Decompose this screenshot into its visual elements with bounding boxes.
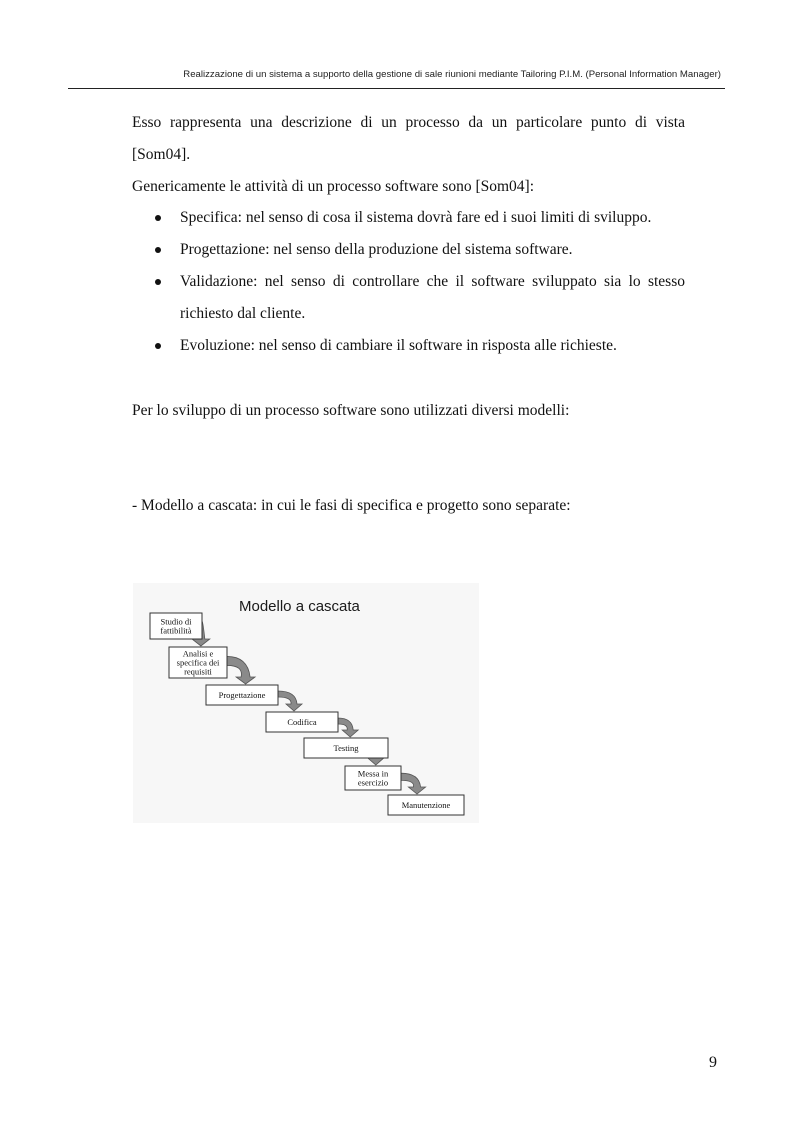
- flow-arrow-icon: [227, 656, 255, 684]
- activity-list: [132, 202, 685, 362]
- flow-arrow-icon: [278, 691, 302, 711]
- page-number: 9: [709, 1054, 717, 1071]
- header-rule: [68, 88, 725, 89]
- running-header: Realizzazione di un sistema a supporto della gestione di sale riunioni mediante Tailoring P.I.M. (Personal Information Manager): [183, 69, 721, 80]
- waterfall-diagram-svg: [133, 583, 479, 823]
- phase-label: fattibilità: [160, 625, 192, 636]
- bullet-icon: [155, 247, 161, 253]
- phase-label: Studio di: [160, 616, 192, 627]
- activity-text: Validazione: nel senso di controllare che il software sviluppato sia lo stesso richiesto dal cliente.: [180, 273, 685, 322]
- paragraph-activities: Genericamente le attività di un processo software sono [Som04]:: [132, 178, 535, 195]
- activity-item-progettazione: [132, 234, 685, 266]
- bullet-icon: [155, 215, 161, 221]
- activity-text: Specifica: nel senso di cosa il sistema dovrà fare ed i suoi limiti di sviluppo.: [180, 209, 652, 226]
- activity-text: Evoluzione: nel senso di cambiare il software in risposta alle richieste.: [180, 337, 617, 354]
- waterfall-diagram: [133, 583, 479, 823]
- activity-text: Progettazione: nel senso della produzione del sistema software.: [180, 241, 573, 258]
- paragraph-waterfall: - Modello a cascata: in cui le fasi di specifica e progetto sono separate:: [132, 497, 571, 514]
- flow-arrow-icon: [401, 773, 426, 794]
- phase-label: specifica dei: [176, 657, 220, 668]
- phase-label: Testing: [333, 743, 359, 753]
- flow-arrow-icon: [338, 718, 358, 737]
- diagram-title: Modello a cascata: [239, 598, 360, 615]
- phase-label: Analisi e: [182, 648, 214, 659]
- activity-item-evoluzione: [132, 330, 685, 362]
- phase-label: Manutenzione: [401, 800, 451, 810]
- activity-item-specifica: [132, 202, 685, 234]
- phase-label: requisiti: [184, 666, 212, 677]
- activity-item-validazione: [132, 266, 685, 330]
- phase-label: Codifica: [287, 717, 317, 727]
- paragraph-models: Per lo sviluppo di un processo software sono utilizzati diversi modelli:: [132, 402, 570, 419]
- paragraph-intro: Esso rappresenta una descrizione di un processo da un particolare punto di vista [Som04].: [132, 114, 685, 163]
- bullet-icon: [155, 343, 161, 349]
- phase-label: Progettazione: [218, 690, 266, 700]
- phase-label: esercizio: [357, 777, 389, 788]
- phase-label: Messa in: [357, 768, 389, 779]
- bullet-icon: [155, 279, 161, 285]
